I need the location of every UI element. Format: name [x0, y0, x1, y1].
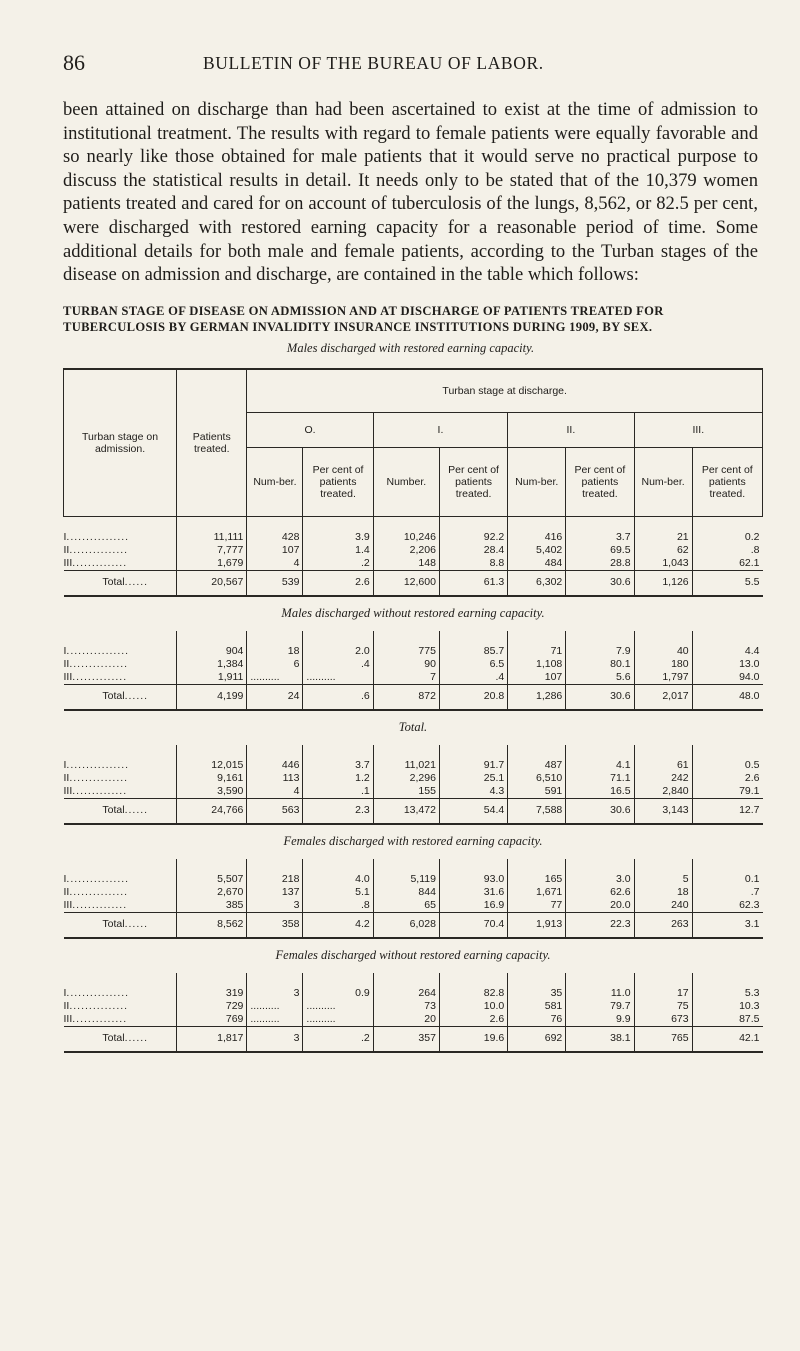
page-number: 86: [63, 50, 85, 75]
cell-iii-pct: 4.4: [692, 631, 762, 658]
total-i-num: 12,600: [373, 570, 439, 596]
cell-i-num: 11,021: [373, 745, 439, 772]
page: [63, 50, 758, 1066]
table-row: [64, 859, 763, 886]
dot-leader: ..............: [72, 556, 128, 569]
cell-o-num: 113: [247, 772, 303, 785]
bottom-rule-cell: [64, 1052, 763, 1066]
cell-iii-num: 1,797: [634, 671, 692, 685]
cell-treated: 11,111: [177, 516, 247, 544]
table-row: [64, 1000, 763, 1013]
cell-ii-num: 1,671: [508, 886, 566, 899]
total-i-pct: 54.4: [439, 798, 507, 824]
number-header: Number.: [373, 447, 439, 516]
cell-i-num: 65: [373, 899, 439, 913]
stage-label: [64, 1000, 177, 1013]
discharge-header: Turban stage at discharge.: [247, 369, 763, 413]
stage-label-text: II: [63, 885, 70, 898]
cell-iii-num: 673: [634, 1013, 692, 1027]
total-o-pct: .2: [303, 1026, 373, 1052]
section-caption-row: [64, 938, 763, 973]
stage-header-o: O.: [247, 412, 373, 447]
dot-leader: ................: [66, 644, 130, 657]
cell-ii-num: 76: [508, 1013, 566, 1027]
total-iii-pct: 42.1: [692, 1026, 762, 1052]
stage-label: [64, 886, 177, 899]
stage-label: [64, 859, 177, 886]
cell-i-num: 5,119: [373, 859, 439, 886]
total-o-pct: .6: [303, 684, 373, 710]
total-row: [64, 798, 763, 824]
total-i-pct: 70.4: [439, 912, 507, 938]
cell-o-num: 18: [247, 631, 303, 658]
cell-treated: 2,670: [177, 886, 247, 899]
cell-iii-num: 61: [634, 745, 692, 772]
percent-header: Per cent of patients treated.: [566, 447, 634, 516]
table-row: [64, 671, 763, 685]
total-o-num: 3: [247, 1026, 303, 1052]
stage-label: [64, 785, 177, 799]
running-head: [63, 50, 758, 76]
bottom-rule: [64, 1052, 763, 1066]
first-section-caption: Males discharged with restored earning capacity.: [286, 340, 535, 355]
cell-i-num: 264: [373, 973, 439, 1000]
total-ii-pct: 30.6: [566, 684, 634, 710]
stage-label: [64, 973, 177, 1000]
table-body: [64, 516, 763, 1066]
cell-o-num: 446: [247, 745, 303, 772]
dot-leader: ......: [124, 1031, 149, 1044]
cell-i-pct: 16.9: [439, 899, 507, 913]
cell-ii-pct: 11.0: [566, 973, 634, 1000]
cell-i-num: 2,206: [373, 544, 439, 557]
total-label: [64, 1026, 177, 1052]
stage-header-iii: III.: [634, 412, 762, 447]
cell-iii-num: 18: [634, 886, 692, 899]
cell-o-pct: ..........: [303, 1013, 373, 1027]
cell-treated: 5,507: [177, 859, 247, 886]
cell-iii-num: 240: [634, 899, 692, 913]
cell-ii-num: 35: [508, 973, 566, 1000]
section-caption: Females discharged with restored earning capacity.: [64, 824, 763, 859]
cell-ii-num: 591: [508, 785, 566, 799]
stage-label-text: I: [63, 758, 67, 771]
treated-header: Patients treated.: [177, 369, 247, 517]
cell-o-num: 4: [247, 785, 303, 799]
stage-label: [64, 899, 177, 913]
cell-i-num: 775: [373, 631, 439, 658]
total-label-text: Total: [102, 1031, 125, 1044]
cell-iii-num: 17: [634, 973, 692, 1000]
cell-i-pct: 31.6: [439, 886, 507, 899]
cell-treated: 1,679: [177, 557, 247, 571]
cell-o-num: 6: [247, 658, 303, 671]
cell-treated: 1,384: [177, 658, 247, 671]
stage-label: [64, 516, 177, 544]
cell-o-pct: 5.1: [303, 886, 373, 899]
cell-treated: 12,015: [177, 745, 247, 772]
cell-o-pct: 0.9: [303, 973, 373, 1000]
running-title: BULLETIN OF THE BUREAU OF LABOR.: [203, 53, 544, 73]
total-ii-num: 1,913: [508, 912, 566, 938]
cell-iii-pct: 5.3: [692, 973, 762, 1000]
cell-ii-num: 77: [508, 899, 566, 913]
cell-o-num: 3: [247, 899, 303, 913]
cell-treated: 9,161: [177, 772, 247, 785]
total-o-num: 563: [247, 798, 303, 824]
stage-label-text: II: [63, 657, 70, 670]
cell-i-pct: 85.7: [439, 631, 507, 658]
cell-o-num: 3: [247, 973, 303, 1000]
cell-i-pct: 93.0: [439, 859, 507, 886]
cell-iii-num: 180: [634, 658, 692, 671]
total-treated: 20,567: [177, 570, 247, 596]
cell-o-pct: 3.7: [303, 745, 373, 772]
total-o-pct: 2.3: [303, 798, 373, 824]
cell-i-num: 90: [373, 658, 439, 671]
section-caption-row: [64, 824, 763, 859]
dot-leader: ................: [66, 872, 130, 885]
cell-iii-num: 62: [634, 544, 692, 557]
cell-iii-pct: .7: [692, 886, 762, 899]
total-row: [64, 1026, 763, 1052]
dot-leader: ................: [66, 758, 130, 771]
cell-iii-pct: 10.3: [692, 1000, 762, 1013]
total-ii-num: 6,302: [508, 570, 566, 596]
stub-header: Turban stage on admission.: [64, 369, 177, 517]
total-i-num: 13,472: [373, 798, 439, 824]
total-iii-num: 3,143: [634, 798, 692, 824]
dot-leader: ..............: [72, 784, 128, 797]
total-ii-num: 7,588: [508, 798, 566, 824]
table-row: [64, 899, 763, 913]
cell-ii-pct: 71.1: [566, 772, 634, 785]
cell-ii-num: 484: [508, 557, 566, 571]
cell-iii-num: 2,840: [634, 785, 692, 799]
cell-iii-num: 75: [634, 1000, 692, 1013]
total-iii-num: 2,017: [634, 684, 692, 710]
section-caption-row: [64, 596, 763, 631]
section-caption: Total.: [64, 710, 763, 745]
dot-leader: ..............: [72, 898, 128, 911]
total-i-pct: 19.6: [439, 1026, 507, 1052]
percent-header: Per cent of patients treated.: [692, 447, 762, 516]
cell-ii-num: 165: [508, 859, 566, 886]
cell-treated: 729: [177, 1000, 247, 1013]
dot-leader: ...............: [69, 543, 129, 556]
total-o-num: 358: [247, 912, 303, 938]
stage-label-text: III: [63, 1012, 73, 1025]
table-row: [64, 772, 763, 785]
table-row: [64, 631, 763, 658]
total-treated: 1,817: [177, 1026, 247, 1052]
total-row: [64, 684, 763, 710]
cell-ii-num: 416: [508, 516, 566, 544]
cell-o-pct: .8: [303, 899, 373, 913]
cell-ii-num: 1,108: [508, 658, 566, 671]
cell-i-num: 10,246: [373, 516, 439, 544]
cell-o-pct: 1.2: [303, 772, 373, 785]
stage-label-text: I: [63, 872, 67, 885]
stage-label-text: II: [63, 771, 70, 784]
cell-ii-pct: 4.1: [566, 745, 634, 772]
stage-label-text: I: [63, 530, 67, 543]
cell-iii-pct: 94.0: [692, 671, 762, 685]
cell-iii-pct: .8: [692, 544, 762, 557]
stage-label: [64, 745, 177, 772]
cell-iii-pct: 0.1: [692, 859, 762, 886]
table-row: [64, 658, 763, 671]
dot-leader: ..............: [72, 670, 128, 683]
total-row: [64, 912, 763, 938]
cell-ii-pct: 80.1: [566, 658, 634, 671]
total-iii-pct: 5.5: [692, 570, 762, 596]
total-i-pct: 20.8: [439, 684, 507, 710]
dot-leader: ...............: [69, 999, 129, 1012]
cell-i-num: 73: [373, 1000, 439, 1013]
dot-leader: ...............: [69, 771, 129, 784]
cell-ii-num: 487: [508, 745, 566, 772]
cell-i-pct: 92.2: [439, 516, 507, 544]
cell-o-pct: .4: [303, 658, 373, 671]
cell-iii-num: 242: [634, 772, 692, 785]
dot-leader: ......: [124, 917, 149, 930]
cell-ii-pct: 9.9: [566, 1013, 634, 1027]
total-ii-pct: 30.6: [566, 798, 634, 824]
total-i-num: 6,028: [373, 912, 439, 938]
cell-i-pct: 28.4: [439, 544, 507, 557]
stage-label-text: I: [63, 644, 67, 657]
total-row: [64, 570, 763, 596]
cell-iii-pct: 13.0: [692, 658, 762, 671]
cell-treated: 3,590: [177, 785, 247, 799]
cell-ii-num: 6,510: [508, 772, 566, 785]
cell-i-num: 7: [373, 671, 439, 685]
cell-o-num: 428: [247, 516, 303, 544]
dot-leader: ................: [66, 530, 130, 543]
total-treated: 8,562: [177, 912, 247, 938]
stage-label: [64, 671, 177, 685]
stage-label-text: II: [63, 999, 70, 1012]
stage-label-text: I: [63, 986, 67, 999]
cell-iii-pct: 62.1: [692, 557, 762, 571]
body-paragraph: been attained on discharge than had been ascertained to exist at the time of admission to institutional treatment. The results with regard to female patients were equally favorable and so nearly like those obtained for male patients that it would serve no practical purpose to discuss the statistical results in detail. It needs only to be stated that of the 10,379 women patients treated and cared for on account of tuberculosis of the lungs, 8,562, or 82.5 per cent, were discharged with restored earning capacity for a reasonable period of time. Some additional details for both male and female patients, according to the Turban stages of the disease on admission and discharge, are contained in the table which follows:: [63, 99, 758, 286]
section-caption: Males discharged without restored earning capacity.: [64, 596, 763, 631]
stage-label-text: III: [63, 898, 73, 911]
stage-label: [64, 631, 177, 658]
table-row: [64, 516, 763, 544]
total-ii-pct: 22.3: [566, 912, 634, 938]
total-iii-pct: 48.0: [692, 684, 762, 710]
table-row: [64, 557, 763, 571]
total-label: [64, 684, 177, 710]
cell-iii-num: 1,043: [634, 557, 692, 571]
dot-leader: ......: [124, 575, 149, 588]
cell-treated: 1,911: [177, 671, 247, 685]
total-iii-num: 765: [634, 1026, 692, 1052]
table-row: [64, 886, 763, 899]
table-row: [64, 544, 763, 557]
total-label: [64, 912, 177, 938]
cell-o-num: ..........: [247, 1000, 303, 1013]
dot-leader: ......: [124, 689, 149, 702]
stage-label: [64, 544, 177, 557]
cell-ii-pct: 5.6: [566, 671, 634, 685]
stage-header-i: I.: [373, 412, 507, 447]
cell-ii-pct: 20.0: [566, 899, 634, 913]
total-o-pct: 4.2: [303, 912, 373, 938]
cell-i-num: 155: [373, 785, 439, 799]
table-row: [64, 745, 763, 772]
total-ii-num: 692: [508, 1026, 566, 1052]
cell-ii-pct: 3.0: [566, 859, 634, 886]
stage-label: [64, 1013, 177, 1027]
cell-i-num: 20: [373, 1013, 439, 1027]
cell-iii-pct: 0.2: [692, 516, 762, 544]
section-caption: Females discharged without restored earning capacity.: [64, 938, 763, 973]
percent-header: Per cent of patients treated.: [303, 447, 373, 516]
cell-iii-pct: 2.6: [692, 772, 762, 785]
cell-i-num: 148: [373, 557, 439, 571]
total-o-num: 24: [247, 684, 303, 710]
turban-stage-table: [63, 368, 763, 1066]
cell-ii-pct: 16.5: [566, 785, 634, 799]
stage-label: [64, 658, 177, 671]
total-iii-pct: 12.7: [692, 798, 762, 824]
cell-o-num: 107: [247, 544, 303, 557]
cell-ii-num: 5,402: [508, 544, 566, 557]
dot-leader: ...............: [69, 885, 129, 898]
stage-label: [64, 557, 177, 571]
stage-label-text: III: [63, 556, 73, 569]
cell-iii-num: 21: [634, 516, 692, 544]
cell-o-pct: 3.9: [303, 516, 373, 544]
cell-iii-pct: 79.1: [692, 785, 762, 799]
cell-iii-num: 5: [634, 859, 692, 886]
cell-iii-pct: 87.5: [692, 1013, 762, 1027]
cell-o-num: 4: [247, 557, 303, 571]
cell-o-pct: 4.0: [303, 859, 373, 886]
total-o-num: 539: [247, 570, 303, 596]
total-iii-num: 263: [634, 912, 692, 938]
total-i-pct: 61.3: [439, 570, 507, 596]
total-treated: 4,199: [177, 684, 247, 710]
section-caption-row: [64, 710, 763, 745]
total-label: [64, 798, 177, 824]
dot-leader: ................: [66, 986, 130, 999]
cell-i-num: 2,296: [373, 772, 439, 785]
cell-ii-pct: 3.7: [566, 516, 634, 544]
cell-treated: 319: [177, 973, 247, 1000]
total-iii-num: 1,126: [634, 570, 692, 596]
total-ii-pct: 30.6: [566, 570, 634, 596]
stage-label-text: III: [63, 670, 73, 683]
total-i-num: 872: [373, 684, 439, 710]
total-label: [64, 570, 177, 596]
cell-o-pct: 1.4: [303, 544, 373, 557]
stage-header-ii: II.: [508, 412, 634, 447]
cell-treated: 7,777: [177, 544, 247, 557]
cell-o-pct: .1: [303, 785, 373, 799]
cell-iii-pct: 0.5: [692, 745, 762, 772]
cell-o-pct: ..........: [303, 1000, 373, 1013]
dot-leader: ......: [124, 803, 149, 816]
total-label-text: Total: [102, 917, 125, 930]
percent-header: Per cent of patients treated.: [439, 447, 507, 516]
total-label-text: Total: [102, 575, 125, 588]
cell-i-pct: 82.8: [439, 973, 507, 1000]
cell-o-num: 218: [247, 859, 303, 886]
cell-o-num: 137: [247, 886, 303, 899]
cell-ii-pct: 69.5: [566, 544, 634, 557]
table-title: TURBAN STAGE OF DISEASE ON ADMISSION AND AT DISCHARGE OF PATIENTS TREATED FOR TUBERCULOSIS BY GERMAN INVALIDITY INSURANCE INSTITUTIONS DURING 1909, BY SEX.: [63, 303, 664, 334]
number-header: Num-ber.: [634, 447, 692, 516]
cell-i-pct: 25.1: [439, 772, 507, 785]
cell-o-num: ..........: [247, 1013, 303, 1027]
table-row: [64, 973, 763, 1000]
total-treated: 24,766: [177, 798, 247, 824]
stage-label-text: II: [63, 543, 70, 556]
cell-treated: 385: [177, 899, 247, 913]
cell-o-num: ..........: [247, 671, 303, 685]
number-header: Num-ber.: [508, 447, 566, 516]
cell-ii-pct: 62.6: [566, 886, 634, 899]
total-o-pct: 2.6: [303, 570, 373, 596]
cell-ii-pct: 28.8: [566, 557, 634, 571]
cell-ii-num: 581: [508, 1000, 566, 1013]
stage-label-text: III: [63, 784, 73, 797]
cell-ii-num: 71: [508, 631, 566, 658]
cell-iii-num: 40: [634, 631, 692, 658]
cell-o-pct: .2: [303, 557, 373, 571]
total-iii-pct: 3.1: [692, 912, 762, 938]
cell-treated: 769: [177, 1013, 247, 1027]
total-label-text: Total: [102, 689, 125, 702]
cell-i-pct: 2.6: [439, 1013, 507, 1027]
total-i-num: 357: [373, 1026, 439, 1052]
cell-i-pct: 6.5: [439, 658, 507, 671]
stage-label: [64, 772, 177, 785]
number-header: Num-ber.: [247, 447, 303, 516]
dot-leader: ...............: [69, 657, 129, 670]
cell-ii-pct: 79.7: [566, 1000, 634, 1013]
total-label-text: Total: [102, 803, 125, 816]
cell-i-pct: 8.8: [439, 557, 507, 571]
cell-treated: 904: [177, 631, 247, 658]
dot-leader: ..............: [72, 1012, 128, 1025]
table-row: [64, 1013, 763, 1027]
cell-ii-num: 107: [508, 671, 566, 685]
total-ii-num: 1,286: [508, 684, 566, 710]
cell-o-pct: 2.0: [303, 631, 373, 658]
cell-ii-pct: 7.9: [566, 631, 634, 658]
cell-iii-pct: 62.3: [692, 899, 762, 913]
cell-i-pct: 91.7: [439, 745, 507, 772]
cell-i-num: 844: [373, 886, 439, 899]
cell-i-pct: .4: [439, 671, 507, 685]
table-row: [64, 785, 763, 799]
cell-i-pct: 10.0: [439, 1000, 507, 1013]
cell-o-pct: ..........: [303, 671, 373, 685]
cell-i-pct: 4.3: [439, 785, 507, 799]
total-ii-pct: 38.1: [566, 1026, 634, 1052]
